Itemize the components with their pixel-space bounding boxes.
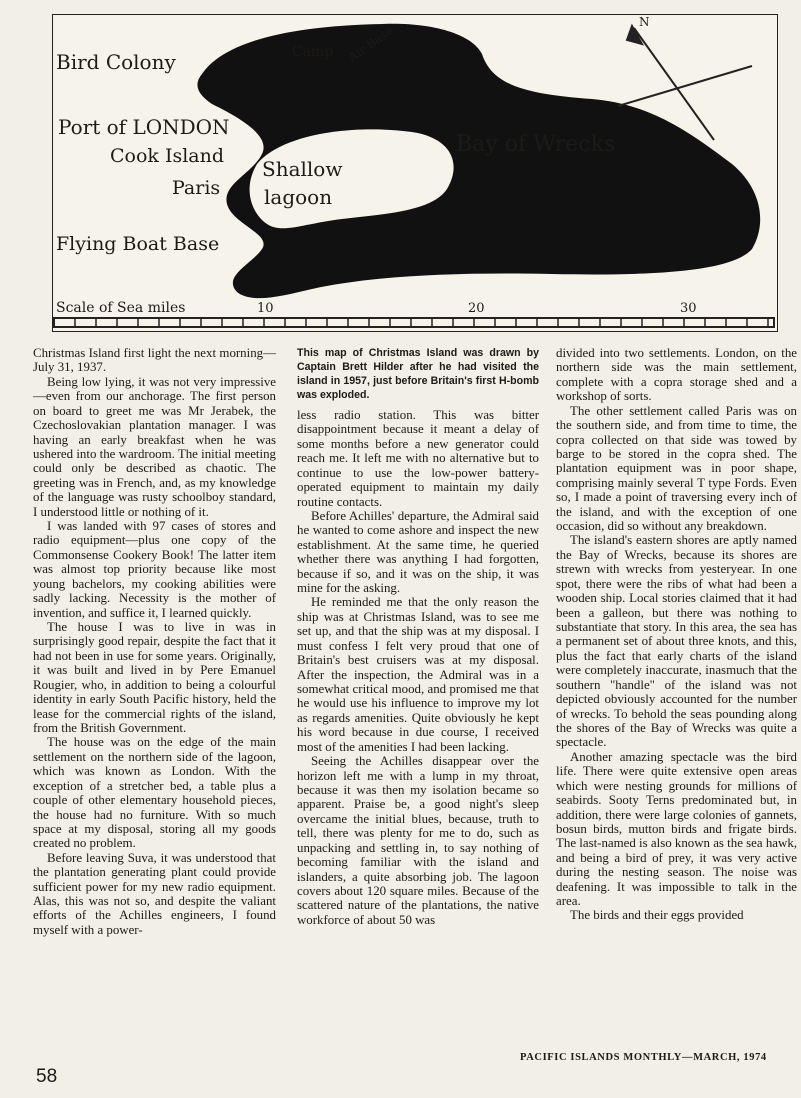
paragraph: The house I was to live in was in surprisingly good repair, despite the fact that it had not been in use for some years. Originally, it was built and lived in by Pere Emanuel Rougier, who, in addition to being a colourful identity in early South Pacific history, held the lease for the commercial rights of the island, from the British Government.: [33, 620, 276, 735]
map-label-paris: Paris: [172, 177, 221, 199]
map-label-bird-colony: Bird Colony: [56, 50, 176, 74]
map-label-bay-of-wrecks: Bay of Wrecks: [456, 132, 616, 157]
paragraph: Being low lying, it was not very impressive—even from our anchorage. The first person on board to greet me was Mr Jerabek, the Czechoslovakian plantation manager. I was having an early breakfast when he was ushered into the wardroom. The initial meeting could only be described as chaotic. The greeting was in French, and, as my knowledge of the language was rusty schoolboy standard, I understood little or nothing of it.: [33, 374, 276, 519]
map-label-shallow: Shallow: [262, 157, 343, 181]
paragraph: The house was on the edge of the main settlement on the northern side of the lagoon, which was known as London. With the exception of a stretcher bed, a table plus a couple of other elementary household pieces, the house had no furniture. With so much space at my disposal, storing all my goods created no problem.: [33, 735, 276, 851]
map-label-flying-boat-base: Flying Boat Base: [56, 233, 220, 255]
running-footer: PACIFIC ISLANDS MONTHLY—MARCH, 1974: [520, 1052, 767, 1063]
paragraph: Another amazing spectacle was the bird life. There were quite extensive open areas which were nesting grounds for millions of seabirds. Sooty Terns predominated but, in addition, there were large colonies of gannets, bosun birds, mutton birds and frigate birds. The last-named is also known as the sea hawk, and being a bird of prey, it was very active during the nesting season. The noise was deafening. It was impossible to talk in the area.: [556, 749, 797, 909]
article-column-right: [556, 346, 797, 923]
compass-north-label: N: [639, 15, 650, 29]
paragraph: The other settlement called Paris was on the southern side, and from time to time, the copra collected on that side was towed by barge to be stored in the copra shed. The plantation equipment was in poor shape, comprising mainly several T type Fords. Even so, I made a point of traversing every inch of the island, and with the exception of one occasion, did so without any breakdown.: [556, 403, 797, 534]
map-label-lagoon: lagoon: [264, 185, 333, 209]
scale-bar: [54, 318, 774, 327]
paragraph: The birds and their eggs provided: [570, 908, 744, 923]
map-caption: This map of Christmas Island was drawn by Captain Brett Hilder after he had visited the island in 1957, just before Britain's first H-bomb was exploded.: [297, 347, 539, 401]
paragraph: He reminded me that the only reason the ship was at Christmas Island, was to see me set up, and that the ship was at my disposal. I must confess I felt very proud that one of Britain's best cruisers was at my disposal. After the inspection, the Admiral was in a somewhat critical mood, and promised me that he would use his influence to improve my lot as regards amenities. Quite obviously he kept his word because in due course, I received most of the amenities I had been lacking.: [297, 595, 539, 754]
article-column-middle: [297, 346, 539, 927]
map-label-port-of-london: Port of LONDON: [58, 115, 230, 139]
map-label-air-base: Air Base: [345, 23, 396, 65]
paragraph: Before leaving Suva, it was understood that the plantation generating plant could provide sufficient power for my new radio equipment. Alas, this was not so, and despite the valiant efforts of the Achilles engineers, I found myself with a power-: [33, 850, 276, 937]
map-label-cook-island: Cook Island: [110, 145, 225, 167]
scale-tick-30: 30: [680, 301, 697, 316]
christmas-island-map: [52, 14, 778, 332]
map-label-scale: Scale of Sea miles: [56, 300, 186, 316]
article-column-left: [33, 346, 276, 937]
paragraph: divided into two settlements. London, on the northern side was the main settlement, complete with a copra storage shed and a workshop of sorts.: [556, 346, 797, 404]
scale-tick-10: 10: [257, 301, 274, 316]
paragraph: less radio station. This was bitter disappointment because it meant a delay of some months before a new generator could reach me. It left me with no alternative but to continue to use the low-power battery-operated equipment to maintain my daily routine contacts.: [297, 408, 539, 509]
scale-tick-20: 20: [468, 301, 485, 316]
paragraph: Christmas Island first light the next morning—July 31, 1937.: [33, 346, 276, 375]
paragraph: The island's eastern shores are aptly named the Bay of Wrecks, because its shores are strewn with wrecks from yesteryear. In one spot, there were the ribs of what had been a wooden ship. Local stories claimed that it had been a galleon, but there was nothing to substantiate that story. In this area, the sea has a permanent set of about three knots, and this, plus the fact that early charts of the island were completely inaccurate, inasmuch that the southern "handle" of the island was not depicted obviously accounted for the number of wrecks. To behold the seas pounding along the shores of the Bay of Wrecks was quite a spectacle.: [556, 533, 797, 750]
map-label-camp: Camp: [292, 44, 334, 60]
paragraph: Before Achilles' departure, the Admiral said he wanted to come ashore and inspect the new establishment. At the same time, he queried whether there was anything I had forgotten, because if so, and it was on the ship, it was mine for the asking.: [297, 508, 539, 596]
paragraph: Seeing the Achilles disappear over the horizon left me with a lump in my throat, because it was then my isolation became so apparent. Praise be, a good night's sleep overcame the initial blues, because, truth to tell, there was plenty for me to do, such as unpacking and settling in, to say nothing of becoming familiar with the island and islanders, a quite absorbing job. The lagoon covers about 120 square miles. Because of the scattered nature of the plantations, the native workforce of about 50 was: [297, 754, 539, 927]
page-number: 58: [36, 1066, 58, 1087]
paragraph: I was landed with 97 cases of stores and radio equipment—plus one copy of the Commonsense Cookery Book! The latter item was almost top priority because like most young bachelors, my cooking abilities were sadly lacking. Necessity is the mother of invention, and suffice it, I learned quickly.: [33, 519, 276, 620]
